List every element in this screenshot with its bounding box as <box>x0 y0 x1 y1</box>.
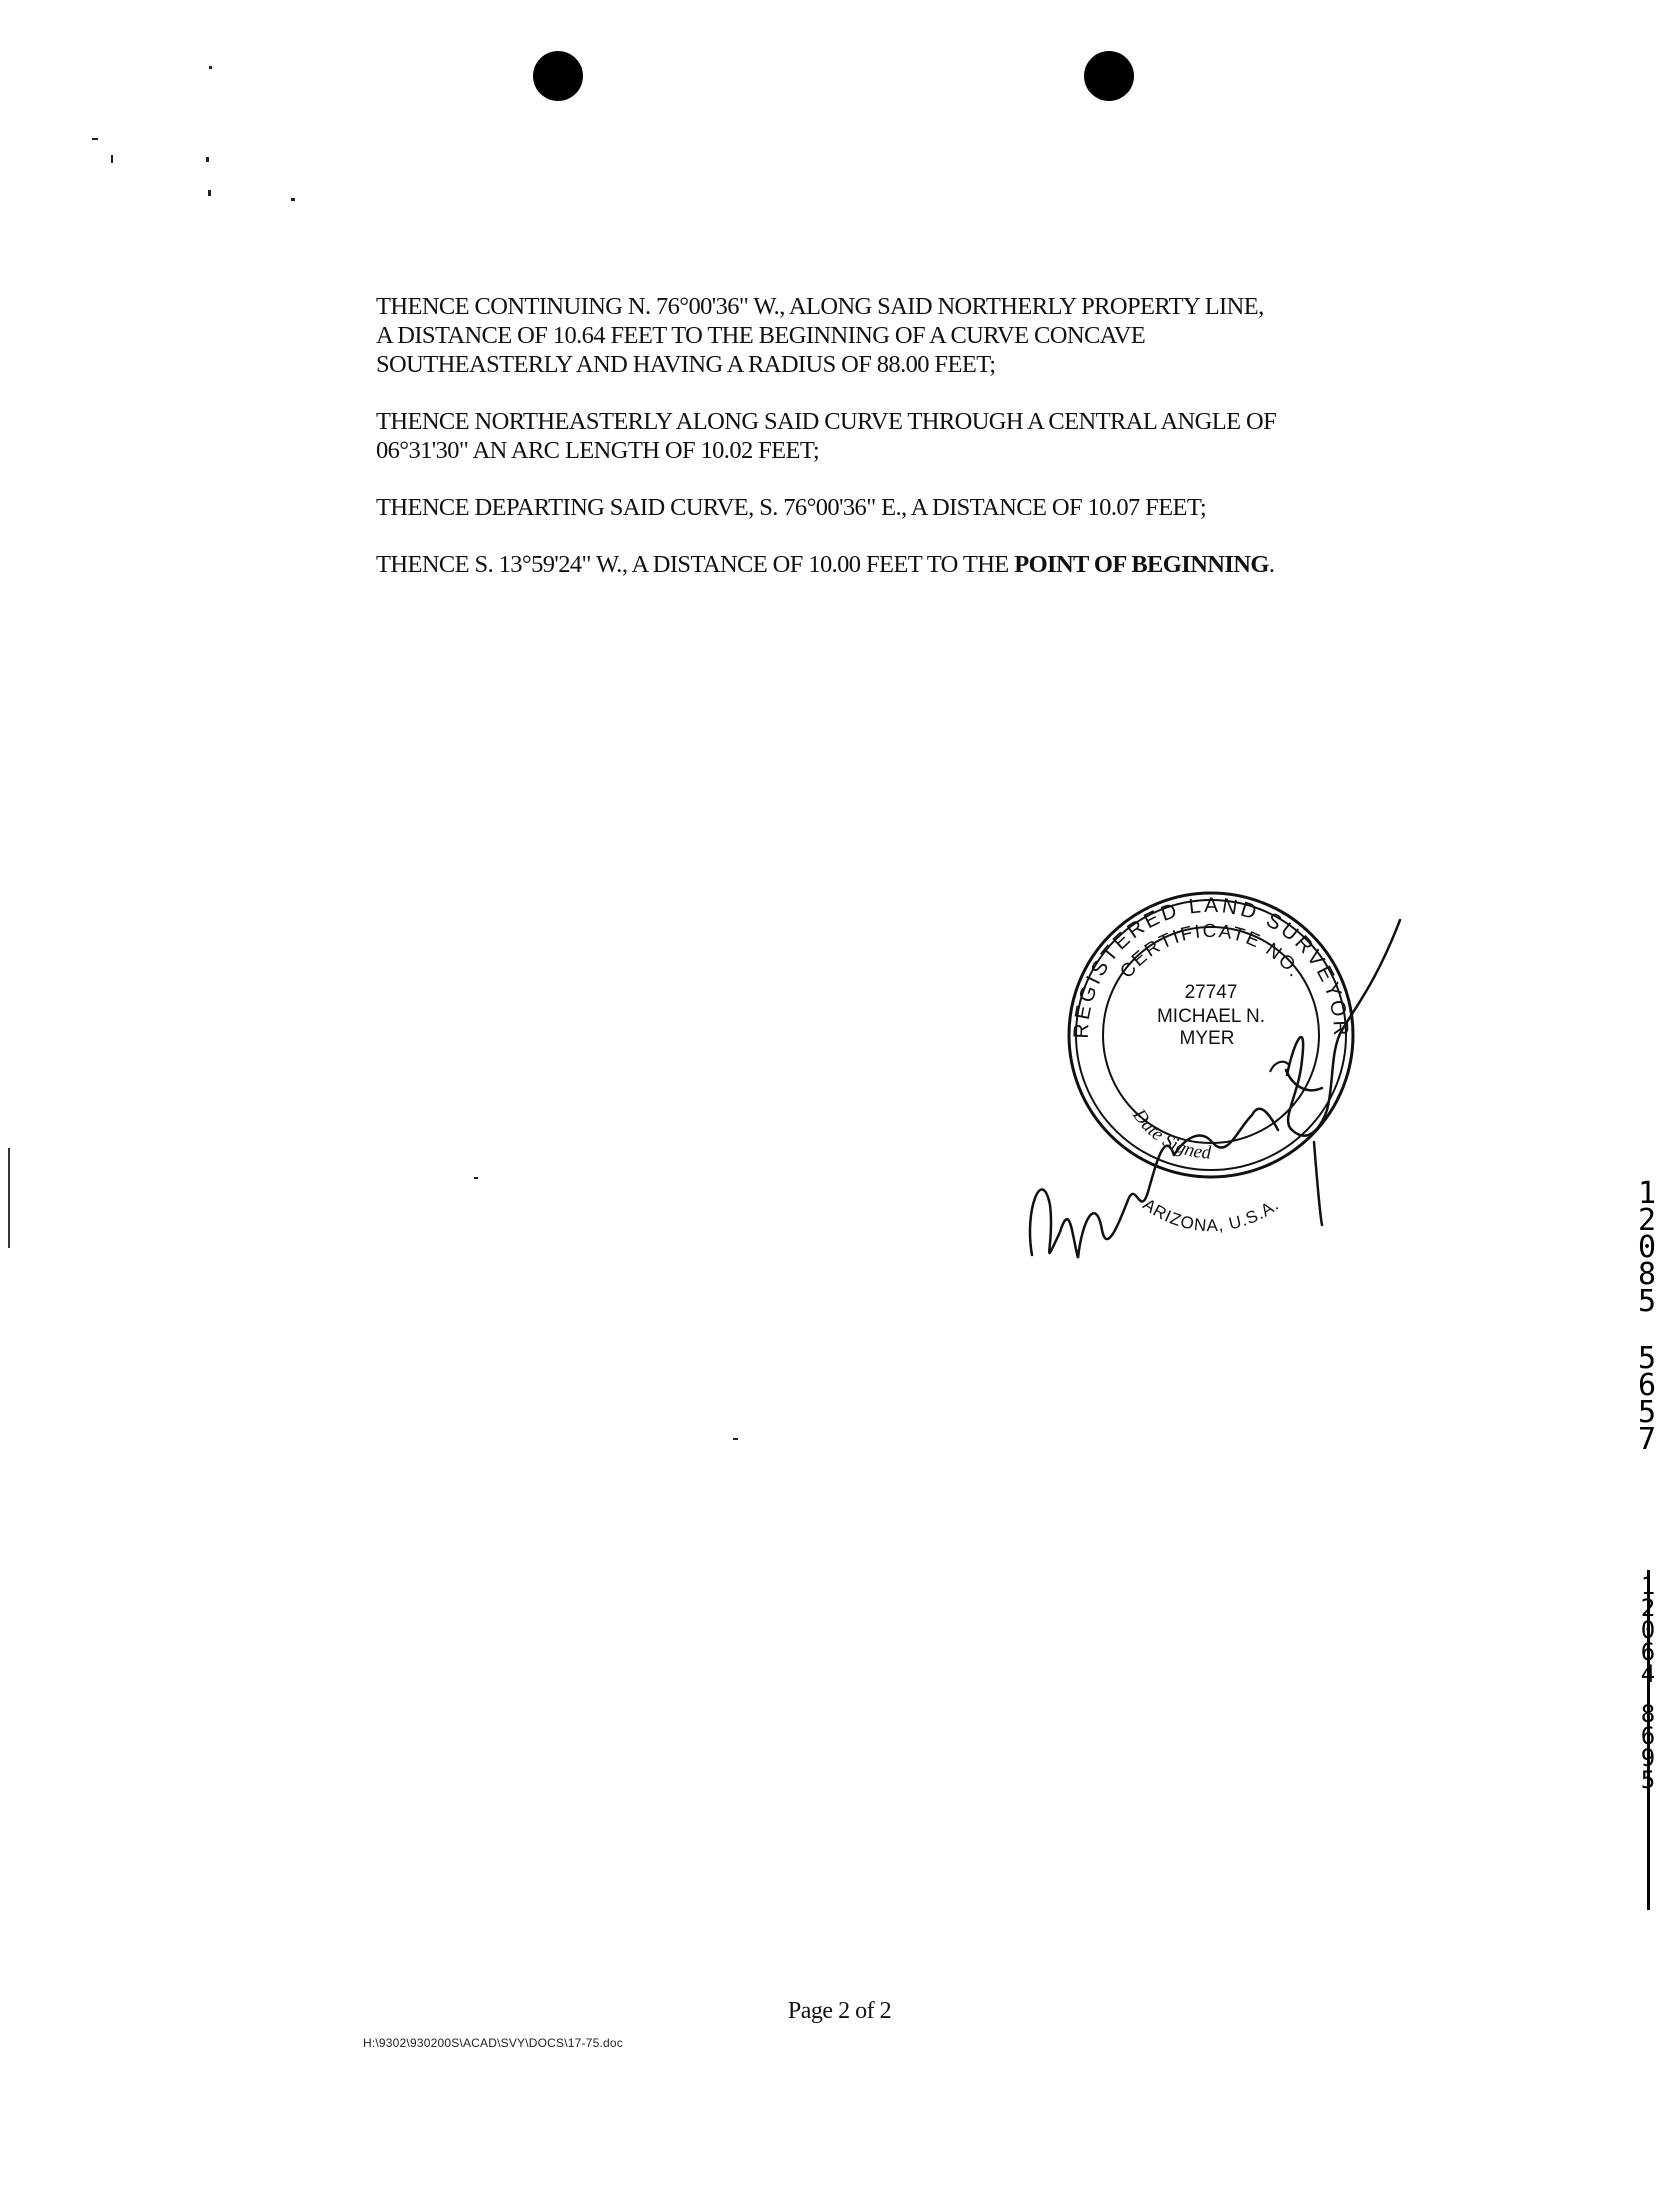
seal-name-line-1: MICHAEL N. <box>1156 1006 1266 1027</box>
paragraph-4 <box>376 550 1456 579</box>
scan-speck <box>733 1438 738 1440</box>
punch-hole-left <box>533 51 583 101</box>
recording-digit: 7 <box>1637 1422 1657 1457</box>
recording-digit: 0 <box>1637 1230 1657 1265</box>
text-line: THENCE NORTHEASTERLY ALONG SAID CURVE THROUGH A CENTRAL ANGLE OF <box>376 408 1277 435</box>
struck-digit: 6 <box>1640 1638 1656 1666</box>
text-line: THENCE DEPARTING SAID CURVE, S. 76°00'36" E., A DISTANCE OF 10.07 FEET; <box>376 494 1207 521</box>
surveyor-seal <box>1022 880 1402 1280</box>
text-line: SOUTHEASTERLY AND HAVING A RADIUS OF 88.00 FEET; <box>376 351 996 378</box>
recording-digit: 5 <box>1637 1284 1657 1319</box>
scan-speck <box>206 157 209 162</box>
recording-digit: 8 <box>1637 1257 1657 1292</box>
seal-graphic <box>1022 880 1402 1280</box>
paragraph-3 <box>376 493 1456 522</box>
punch-hole-right <box>1084 51 1134 101</box>
seal-inner-text: CERTIFICATE NO. <box>1116 920 1307 983</box>
recording-digit: 1 <box>1637 1176 1657 1211</box>
seal-state-text: ARIZONA, U.S.A. <box>1139 1194 1283 1236</box>
paragraph-1 <box>376 292 1456 379</box>
text-segment: . <box>1268 551 1275 578</box>
recording-digit: 5 <box>1637 1341 1657 1376</box>
scan-speck <box>111 155 113 163</box>
struck-digit: 2 <box>1640 1594 1656 1622</box>
scan-speck <box>92 138 98 140</box>
text-line: A DISTANCE OF 10.64 FEET TO THE BEGINNING OF A CURVE CONCAVE <box>376 322 1146 349</box>
seal-date-label: Date Signed <box>1128 1105 1212 1164</box>
legal-description <box>376 292 1456 607</box>
text-line <box>376 550 1456 579</box>
page-number: Page 2 of 2 <box>787 1998 892 2024</box>
seal-outer-text: REGISTERED LAND SURVEYOR <box>1069 893 1353 1040</box>
scan-speck <box>209 66 212 69</box>
scan-speck <box>474 1177 478 1179</box>
seal-certificate-number: 27747 <box>1184 982 1238 1003</box>
scan-speck <box>291 198 295 201</box>
text-segment: THENCE S. 13°59'24" W., A DISTANCE OF 10.00 FEET TO THE <box>376 551 1015 578</box>
struck-digit: 8 <box>1640 1700 1656 1728</box>
struck-digit: 5 <box>1640 1766 1656 1794</box>
file-path: H:\9302\930200S\ACAD\SVY\DOCS\17-75.doc <box>363 2036 623 2050</box>
recording-digit: 5 <box>1637 1395 1657 1430</box>
struck-recording-number <box>1633 1572 1663 1794</box>
margin-scan-line <box>8 1148 10 1248</box>
text-line: 06°31'30" AN ARC LENGTH OF 10.02 FEET; <box>376 437 820 464</box>
scan-speck <box>208 190 211 196</box>
text-line: THENCE CONTINUING N. 76°00'36" W., ALONG SAID NORTHERLY PROPERTY LINE, <box>376 293 1264 320</box>
point-of-beginning: POINT OF BEGINNING <box>1014 551 1269 578</box>
struck-digit: 6 <box>1640 1722 1656 1750</box>
recording-digit: 2 <box>1637 1203 1657 1238</box>
recording-digit: 6 <box>1637 1368 1657 1403</box>
paragraph-2 <box>376 407 1456 465</box>
struck-digit: 9 <box>1640 1744 1656 1772</box>
struck-digit: 4 <box>1640 1660 1656 1688</box>
recording-number <box>1632 1176 1662 1457</box>
struck-digit: 1 <box>1640 1572 1656 1600</box>
seal-name-line-2: MYER <box>1179 1028 1235 1049</box>
struck-digit: 0 <box>1640 1616 1656 1644</box>
